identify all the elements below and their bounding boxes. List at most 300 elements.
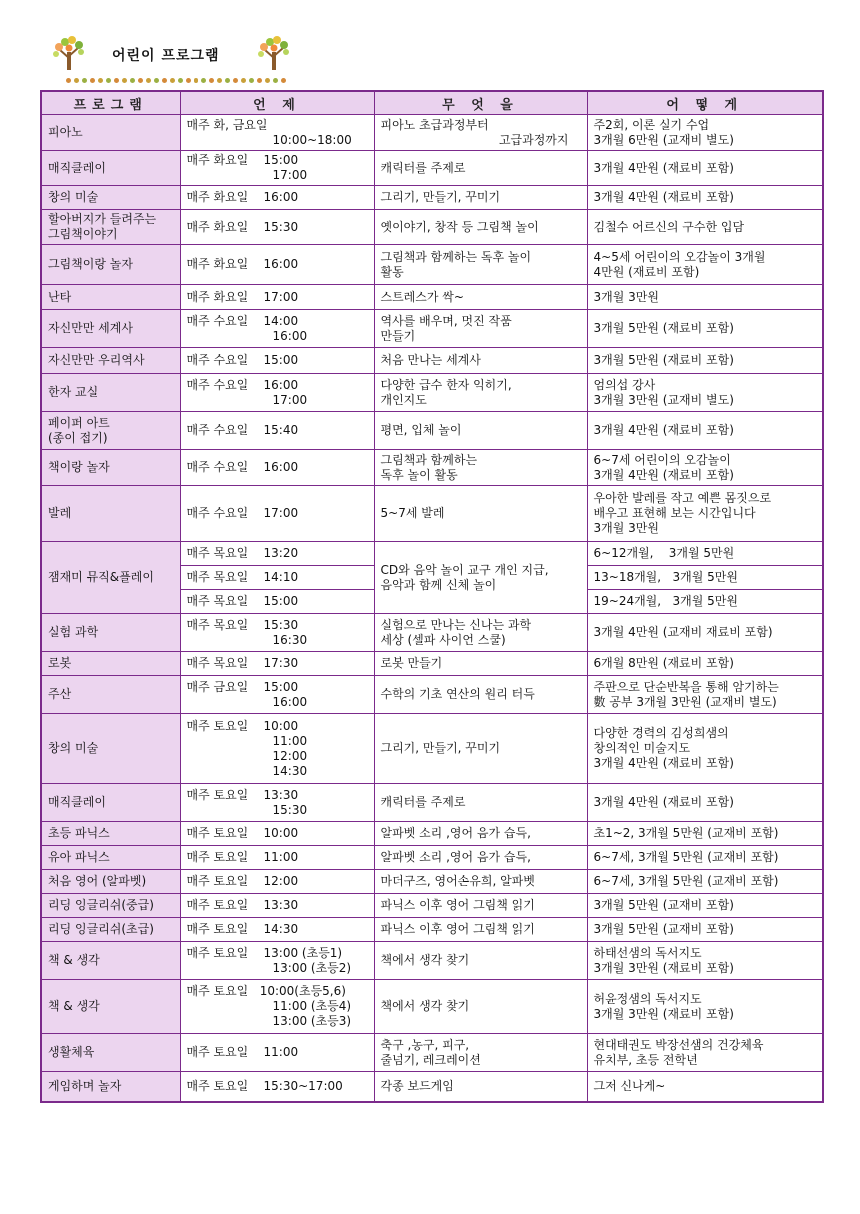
name-line: 발레 xyxy=(48,506,72,520)
what-line: 캐릭터를 주제로 xyxy=(380,160,466,175)
name-cell xyxy=(41,980,180,1034)
when-line: 17:00 xyxy=(272,392,308,407)
when-line: 매주 목요일 15:30 xyxy=(186,617,299,632)
what-line: 마더구즈, 영어손유희, 알파벳 xyxy=(380,874,535,888)
dot xyxy=(90,78,95,83)
when-cell xyxy=(180,784,374,822)
when-cell xyxy=(180,676,374,714)
how-line: 數 공부 3개월 3만원 (교재비 별도) xyxy=(593,694,777,709)
how-cell xyxy=(587,676,823,714)
when-line: 매주 토요일 10:00(초등5,6) xyxy=(186,984,346,998)
how-line: 3개월 3만원 (재료비 포함) xyxy=(593,960,734,975)
dot xyxy=(273,78,278,83)
what-line: 축구 ,농구, 피구, xyxy=(380,1037,470,1052)
what-cell xyxy=(374,894,587,918)
how-line: 허윤정샘의 독서지도 xyxy=(593,991,702,1006)
when-line: 매주 화요일 16:00 xyxy=(186,257,299,271)
what-line: 책에서 생각 찾기 xyxy=(380,999,470,1013)
how-cell xyxy=(587,894,823,918)
name-line: 자신만만 세계사 xyxy=(48,321,133,335)
when-line: 11:00 (초등4) xyxy=(272,999,352,1013)
table-row xyxy=(41,486,823,542)
what-line: 각종 보드게임 xyxy=(380,1078,454,1093)
what-cell xyxy=(374,374,587,412)
what-line: 음악과 함께 신체 놀이 xyxy=(380,577,497,592)
what-cell xyxy=(374,614,587,652)
how-cell xyxy=(587,285,823,310)
name-cell xyxy=(41,918,180,942)
name-line: 책이랑 놀자 xyxy=(48,460,110,474)
what-line: 피아노 초급과정부터 xyxy=(380,117,489,132)
dot xyxy=(82,78,87,83)
table-header-row xyxy=(41,91,823,115)
how-cell xyxy=(587,614,823,652)
what-cell xyxy=(374,450,587,486)
name-line: 실험 과학 xyxy=(48,625,99,639)
what-line: 책에서 생각 찾기 xyxy=(380,953,470,967)
when-cell xyxy=(180,918,374,942)
name-line: 리딩 잉글리쉬(초급) xyxy=(48,922,154,936)
how-line: 3개월 5만원 (교재비 포함) xyxy=(593,922,734,936)
name-cell xyxy=(41,245,180,285)
when-line: 매주 목요일 13:20 xyxy=(186,546,299,560)
table-row xyxy=(41,918,823,942)
what-cell xyxy=(374,542,587,614)
table-row xyxy=(41,846,823,870)
table-row xyxy=(41,374,823,412)
dot xyxy=(66,78,71,83)
what-cell xyxy=(374,310,587,348)
how-line: 3개월 3만원 xyxy=(593,289,659,304)
how-line: 3개월 4만원 (교재비 재료비 포함) xyxy=(593,625,773,639)
dot xyxy=(98,78,103,83)
how-cell xyxy=(587,652,823,676)
when-line: 13:00 (초등2) xyxy=(272,960,352,975)
program-table xyxy=(40,90,824,1103)
table-row xyxy=(41,412,823,450)
how-line: 엄의섭 강사 xyxy=(593,377,656,392)
table-row xyxy=(41,714,823,784)
dot xyxy=(170,78,175,83)
name-line: 한자 교실 xyxy=(48,385,99,399)
what-line: 스트레스가 싹~ xyxy=(380,289,464,304)
what-line: 그리기, 만들기, 꾸미기 xyxy=(380,190,501,204)
dot xyxy=(225,78,230,83)
name-cell xyxy=(41,1072,180,1102)
what-cell xyxy=(374,285,587,310)
what-cell xyxy=(374,870,587,894)
how-line: 우아한 발레를 작고 예쁜 몸짓으로 xyxy=(593,491,772,505)
when-cell xyxy=(180,846,374,870)
when-cell xyxy=(180,310,374,348)
name-cell xyxy=(41,894,180,918)
name-line: (종이 접기) xyxy=(48,430,108,445)
what-cell xyxy=(374,822,587,846)
how-line: 3개월 5만원 (재료비 포함) xyxy=(593,353,734,367)
what-cell xyxy=(374,784,587,822)
when-line: 매주 수요일 14:00 xyxy=(186,313,299,328)
what-line: 그림책과 함께하는 xyxy=(380,452,478,467)
name-cell xyxy=(41,870,180,894)
how-cell xyxy=(587,870,823,894)
how-cell xyxy=(587,942,823,980)
when-line: 매주 목요일 14:10 xyxy=(186,570,299,584)
dot xyxy=(281,78,286,83)
name-cell xyxy=(41,186,180,210)
name-cell xyxy=(41,486,180,542)
name-line: 난타 xyxy=(48,289,72,304)
table-row xyxy=(41,980,823,1034)
name-line: 주산 xyxy=(48,687,72,701)
name-cell xyxy=(41,210,180,245)
what-cell xyxy=(374,942,587,980)
how-cell xyxy=(587,348,823,374)
how-cell xyxy=(587,542,823,566)
what-line: 평면, 입체 놀이 xyxy=(380,423,462,437)
when-line: 16:00 xyxy=(272,694,308,709)
what-cell xyxy=(374,348,587,374)
when-cell xyxy=(180,374,374,412)
how-line: 현대태권도 박장선샘의 건강체육 xyxy=(593,1037,764,1052)
name-line: 그림책이랑 놀자 xyxy=(48,257,133,271)
what-line: 캐릭터를 주제로 xyxy=(380,795,466,809)
how-line: 3개월 6만원 (교재비 별도) xyxy=(593,132,734,147)
how-cell xyxy=(587,245,823,285)
how-line: 3개월 5만원 (재료비 포함) xyxy=(593,321,734,335)
what-line: 줄넘기, 레크레이션 xyxy=(380,1052,481,1067)
dot xyxy=(130,78,135,83)
what-cell xyxy=(374,210,587,245)
how-cell xyxy=(587,822,823,846)
when-line: 매주 토요일 10:00 xyxy=(186,826,299,840)
what-line: 파닉스 이후 영어 그림책 읽기 xyxy=(380,898,535,912)
what-cell xyxy=(374,1072,587,1102)
header-when: 언 제 xyxy=(180,91,374,115)
table-row xyxy=(41,245,823,285)
how-line: 13~18개월, 3개월 5만원 xyxy=(593,570,738,584)
how-line: 주판으로 단순반복을 통해 암기하는 xyxy=(593,679,779,694)
when-line: 매주 수요일 15:40 xyxy=(186,423,299,437)
when-line: 매주 토요일 14:30 xyxy=(186,922,299,936)
how-line: 다양한 경력의 김성희샘의 xyxy=(593,726,729,740)
dot xyxy=(265,78,270,83)
name-line: 초등 파닉스 xyxy=(48,826,110,840)
tree-icon xyxy=(255,34,293,72)
how-line: 3개월 5만원 (교재비 포함) xyxy=(593,898,734,912)
how-line: 6~7세, 3개월 5만원 (교재비 포함) xyxy=(593,850,779,864)
dot xyxy=(241,78,246,83)
when-line: 매주 토요일 11:00 xyxy=(186,1045,299,1059)
what-cell xyxy=(374,115,587,151)
how-line: 유치부, 초등 전학년 xyxy=(593,1052,698,1067)
when-cell xyxy=(180,870,374,894)
name-line: 유아 파닉스 xyxy=(48,850,110,864)
table-row xyxy=(41,310,823,348)
what-line: 세상 (셀파 사이언 스쿨) xyxy=(380,632,506,647)
how-line: 6~7세 어린이의 오감놀이 xyxy=(593,452,731,467)
when-line: 매주 화요일 15:00 xyxy=(186,153,299,167)
when-line: 14:30 xyxy=(272,763,308,778)
what-line: 알파벳 소리 ,영어 음가 습득, xyxy=(380,826,531,840)
when-line: 매주 토요일 11:00 xyxy=(186,850,299,864)
when-line: 매주 목요일 17:30 xyxy=(186,656,299,670)
when-line: 매주 수요일 15:00 xyxy=(186,353,299,367)
what-cell xyxy=(374,652,587,676)
when-cell xyxy=(180,151,374,186)
name-cell xyxy=(41,542,180,614)
when-line: 12:00 xyxy=(272,748,308,763)
when-cell xyxy=(180,1072,374,1102)
what-cell xyxy=(374,846,587,870)
what-cell xyxy=(374,245,587,285)
dot xyxy=(122,78,127,83)
header-program: 프로그램 xyxy=(41,91,180,115)
name-cell xyxy=(41,614,180,652)
name-cell xyxy=(41,115,180,151)
what-line: 만들기 xyxy=(380,328,416,343)
when-cell xyxy=(180,348,374,374)
when-cell xyxy=(180,285,374,310)
how-line: 3개월 3만원 (재료비 포함) xyxy=(593,1006,734,1021)
name-cell xyxy=(41,450,180,486)
dot xyxy=(146,78,151,83)
when-line: 매주 수요일 16:00 xyxy=(186,460,299,474)
when-cell xyxy=(180,450,374,486)
when-cell xyxy=(180,614,374,652)
when-cell xyxy=(180,186,374,210)
how-cell xyxy=(587,980,823,1034)
how-cell xyxy=(587,310,823,348)
name-cell xyxy=(41,348,180,374)
what-line: CD와 음악 놀이 교구 개인 지급, xyxy=(380,562,549,577)
what-cell xyxy=(374,186,587,210)
how-line: 19~24개월, 3개월 5만원 xyxy=(593,594,738,608)
table-row xyxy=(41,151,823,186)
when-line: 매주 토요일 13:30 xyxy=(186,898,299,912)
when-cell xyxy=(180,412,374,450)
how-line: 3개월 4만원 (재료비 포함) xyxy=(593,190,734,204)
what-line: 파닉스 이후 영어 그림책 읽기 xyxy=(380,922,535,936)
when-cell xyxy=(180,542,374,566)
dot xyxy=(138,78,143,83)
header-what: 무 엇 을 xyxy=(374,91,587,115)
when-line: 17:00 xyxy=(272,168,308,182)
name-cell xyxy=(41,151,180,186)
how-cell xyxy=(587,151,823,186)
table-row xyxy=(41,894,823,918)
how-line: 3개월 4만원 (재료비 포함) xyxy=(593,423,734,437)
dot xyxy=(154,78,159,83)
dot xyxy=(201,78,206,83)
what-cell xyxy=(374,980,587,1034)
how-cell xyxy=(587,714,823,784)
how-line: 하태선샘의 독서지도 xyxy=(593,945,702,960)
what-line: 로봇 만들기 xyxy=(380,656,443,670)
when-line: 매주 화요일 16:00 xyxy=(186,190,299,204)
name-line: 피아노 xyxy=(48,125,83,139)
how-cell xyxy=(587,412,823,450)
dot xyxy=(74,78,79,83)
when-cell xyxy=(180,822,374,846)
how-line: 6개월 8만원 (재료비 포함) xyxy=(593,656,734,670)
what-cell xyxy=(374,151,587,186)
what-line: 실험으로 만나는 신나는 과학 xyxy=(380,617,532,632)
name-cell xyxy=(41,846,180,870)
table-row xyxy=(41,1072,823,1102)
what-cell xyxy=(374,486,587,542)
table-row xyxy=(41,115,823,151)
when-line: 매주 토요일 15:30~17:00 xyxy=(186,1078,343,1093)
when-cell xyxy=(180,714,374,784)
what-cell xyxy=(374,1034,587,1072)
table-row xyxy=(41,614,823,652)
how-line: 3개월 4만원 (재료비 포함) xyxy=(593,756,734,770)
how-cell xyxy=(587,374,823,412)
name-cell xyxy=(41,1034,180,1072)
page-title: 어린이 프로그램 xyxy=(112,48,220,64)
what-line: 독후 놀이 활동 xyxy=(380,467,458,482)
table-row xyxy=(41,210,823,245)
dot xyxy=(178,78,183,83)
when-line: 매주 토요일 13:00 (초등1) xyxy=(186,945,343,960)
name-line: 로봇 xyxy=(48,656,72,670)
name-cell xyxy=(41,676,180,714)
how-cell xyxy=(587,918,823,942)
how-line: 주2회, 이론 실기 수업 xyxy=(593,117,710,132)
name-cell xyxy=(41,412,180,450)
what-line: 활동 xyxy=(380,264,404,279)
when-cell xyxy=(180,980,374,1034)
when-line: 16:00 xyxy=(272,328,308,343)
how-cell xyxy=(587,566,823,590)
name-line: 그림책이야기 xyxy=(48,227,118,241)
name-line: 게임하며 놀자 xyxy=(48,1078,122,1093)
decorative-dots xyxy=(66,78,286,86)
name-line: 처음 영어 (알파벳) xyxy=(48,874,147,888)
when-cell xyxy=(180,115,374,151)
name-line: 창의 미술 xyxy=(48,741,99,755)
name-cell xyxy=(41,784,180,822)
what-line: 그림책과 함께하는 독후 놀이 xyxy=(380,249,532,264)
when-line: 매주 토요일 12:00 xyxy=(186,874,299,888)
when-cell xyxy=(180,210,374,245)
what-line: 수학의 기초 연산의 원리 터득 xyxy=(380,687,535,701)
table-row xyxy=(41,1034,823,1072)
what-line: 다양한 급수 한자 익히기, xyxy=(380,377,512,392)
table-row xyxy=(41,822,823,846)
table-row xyxy=(41,186,823,210)
how-line: 6~12개월, 3개월 5만원 xyxy=(593,546,735,560)
when-line: 13:00 (초등3) xyxy=(272,1014,352,1028)
when-line: 매주 화요일 17:00 xyxy=(186,289,299,304)
table-row xyxy=(41,285,823,310)
name-cell xyxy=(41,374,180,412)
what-line: 역사를 배우며, 멋진 작품 xyxy=(380,313,512,328)
name-line: 자신만만 우리역사 xyxy=(48,353,145,367)
when-cell xyxy=(180,245,374,285)
table-row xyxy=(41,652,823,676)
name-line: 리딩 잉글리쉬(중급) xyxy=(48,898,154,912)
dot xyxy=(217,78,222,83)
how-cell xyxy=(587,590,823,614)
dot xyxy=(186,78,191,83)
when-line: 16:30 xyxy=(272,632,308,647)
tree-icon xyxy=(50,34,88,72)
what-line: 개인지도 xyxy=(380,392,427,407)
when-cell xyxy=(180,652,374,676)
name-cell xyxy=(41,714,180,784)
how-cell xyxy=(587,186,823,210)
name-cell xyxy=(41,942,180,980)
header-how: 어 떻 게 xyxy=(587,91,823,115)
how-line: 4만원 (재료비 포함) xyxy=(593,264,700,279)
how-line: 배우고 표현해 보는 시간입니다 xyxy=(593,506,756,520)
how-line: 김철수 어르신의 구수한 입담 xyxy=(593,219,745,234)
how-line: 그저 신나게~ xyxy=(593,1078,666,1093)
when-line: 매주 금요일 15:00 xyxy=(186,679,299,694)
what-line: 알파벳 소리 ,영어 음가 습득, xyxy=(380,850,531,864)
what-line: 옛이야기, 창작 등 그림책 놀이 xyxy=(380,219,539,234)
when-cell xyxy=(180,942,374,980)
how-line: 6~7세, 3개월 5만원 (교재비 포함) xyxy=(593,874,779,888)
table-row xyxy=(41,676,823,714)
when-line: 11:00 xyxy=(272,733,308,748)
when-cell xyxy=(180,1034,374,1072)
dot xyxy=(194,78,199,83)
dot xyxy=(209,78,214,83)
how-cell xyxy=(587,210,823,245)
table-row xyxy=(41,784,823,822)
name-cell xyxy=(41,285,180,310)
name-line: 페이퍼 아트 xyxy=(48,415,110,430)
how-cell xyxy=(587,1034,823,1072)
name-line: 생활체육 xyxy=(48,1045,95,1059)
table-row xyxy=(41,870,823,894)
what-cell xyxy=(374,412,587,450)
table-row xyxy=(41,942,823,980)
how-line: 3개월 3만원 xyxy=(593,521,659,535)
dot xyxy=(106,78,111,83)
table-row xyxy=(41,348,823,374)
when-cell xyxy=(180,566,374,590)
when-line: 매주 수요일 17:00 xyxy=(186,506,299,520)
dot xyxy=(233,78,238,83)
how-line: 3개월 4만원 (재료비 포함) xyxy=(593,160,734,175)
when-line: 매주 목요일 15:00 xyxy=(186,594,299,608)
what-cell xyxy=(374,676,587,714)
dot xyxy=(162,78,167,83)
how-cell xyxy=(587,1072,823,1102)
dot xyxy=(257,78,262,83)
when-cell xyxy=(180,486,374,542)
what-cell xyxy=(374,714,587,784)
how-line: 창의적인 미술지도 xyxy=(593,741,691,755)
when-line: 매주 토요일 10:00 xyxy=(186,718,299,733)
table-row xyxy=(41,542,823,566)
dot xyxy=(114,78,119,83)
how-cell xyxy=(587,784,823,822)
name-line: 매직클레이 xyxy=(48,160,106,175)
table-row xyxy=(41,450,823,486)
how-line: 3개월 3만원 (교재비 별도) xyxy=(593,392,734,407)
name-line: 잼재미 뮤직&플레이 xyxy=(48,570,154,584)
dot xyxy=(249,78,254,83)
what-cell xyxy=(374,918,587,942)
when-cell xyxy=(180,590,374,614)
how-line: 3개월 4만원 (재료비 포함) xyxy=(593,467,734,482)
when-line: 15:30 xyxy=(272,802,308,817)
when-line: 매주 화, 금요일 xyxy=(186,117,268,132)
